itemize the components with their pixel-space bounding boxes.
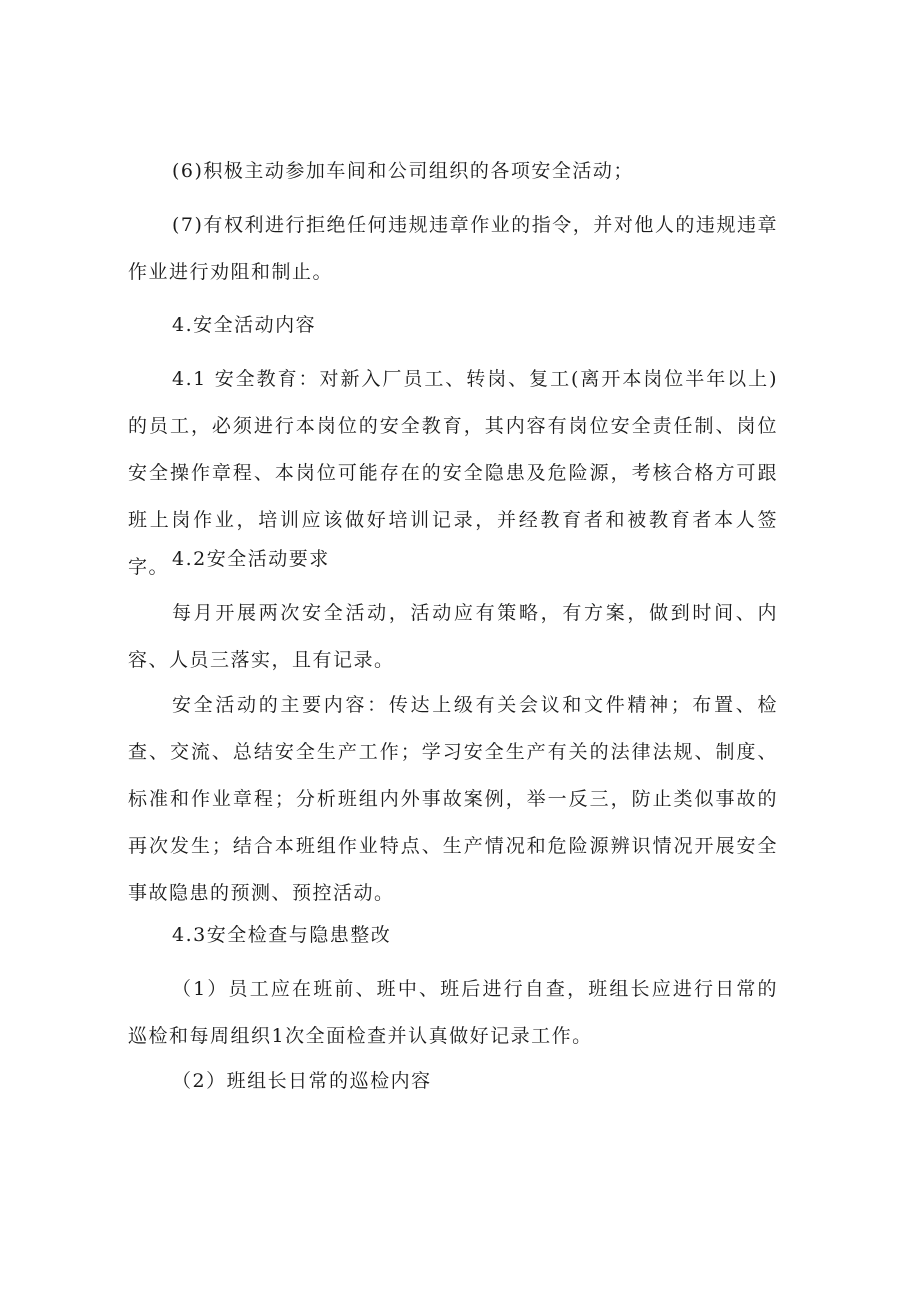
paragraph-activity-content: 安全活动的主要内容：传达上级有关会议和文件精神；布置、检查、交流、总结安全生产工作；学习安全生产有关的法律法规、制度、标准和作业章程；分析班组内外事故案例，举一反三，防止类似事故的再次发生；结合本班组作业特点、生产情况和危险源辨识情况开展安全事故隐患的预测、预控活动。 — [128, 694, 778, 904]
paragraph-item-7: (7)有权利进行拒绝任何违规违章作业的指令，并对他人的违规违章作业进行劝阻和制止。 — [128, 214, 778, 283]
paragraph-item-1-self-check: （1）员工应在班前、班中、班后进行自查，班组长应进行日常的巡检和每周组织1次全面检查并认真做好记录工作。 — [128, 978, 778, 1047]
section-heading-4-3: 4.3安全检查与隐患整改 — [172, 924, 392, 946]
paragraph-item-6: (6)积极主动参加车间和公司组织的各项安全活动； — [172, 160, 634, 182]
section-heading-4-2: 4.2安全活动要求 — [172, 548, 330, 570]
paragraph-4-1-safety-education: 4.1 安全教育：对新入厂员工、转岗、复工(离开本岗位半年以上)的员工，必须进行本岗位的安全教育，其内容有岗位安全责任制、岗位安全操作章程、本岗位可能存在的安全隐患及危险源，考核合格方可跟班上岗作业，培训应该做好培训记录，并经教育者和被教育者本人签字。 — [128, 368, 778, 578]
paragraph-item-2-inspection: （2）班组长日常的巡检内容 — [172, 1070, 432, 1092]
paragraph-monthly-activities: 每月开展两次安全活动，活动应有策略，有方案，做到时间、内容、人员三落实，且有记录。 — [128, 602, 778, 671]
section-heading-4: 4.安全活动内容 — [172, 314, 317, 336]
